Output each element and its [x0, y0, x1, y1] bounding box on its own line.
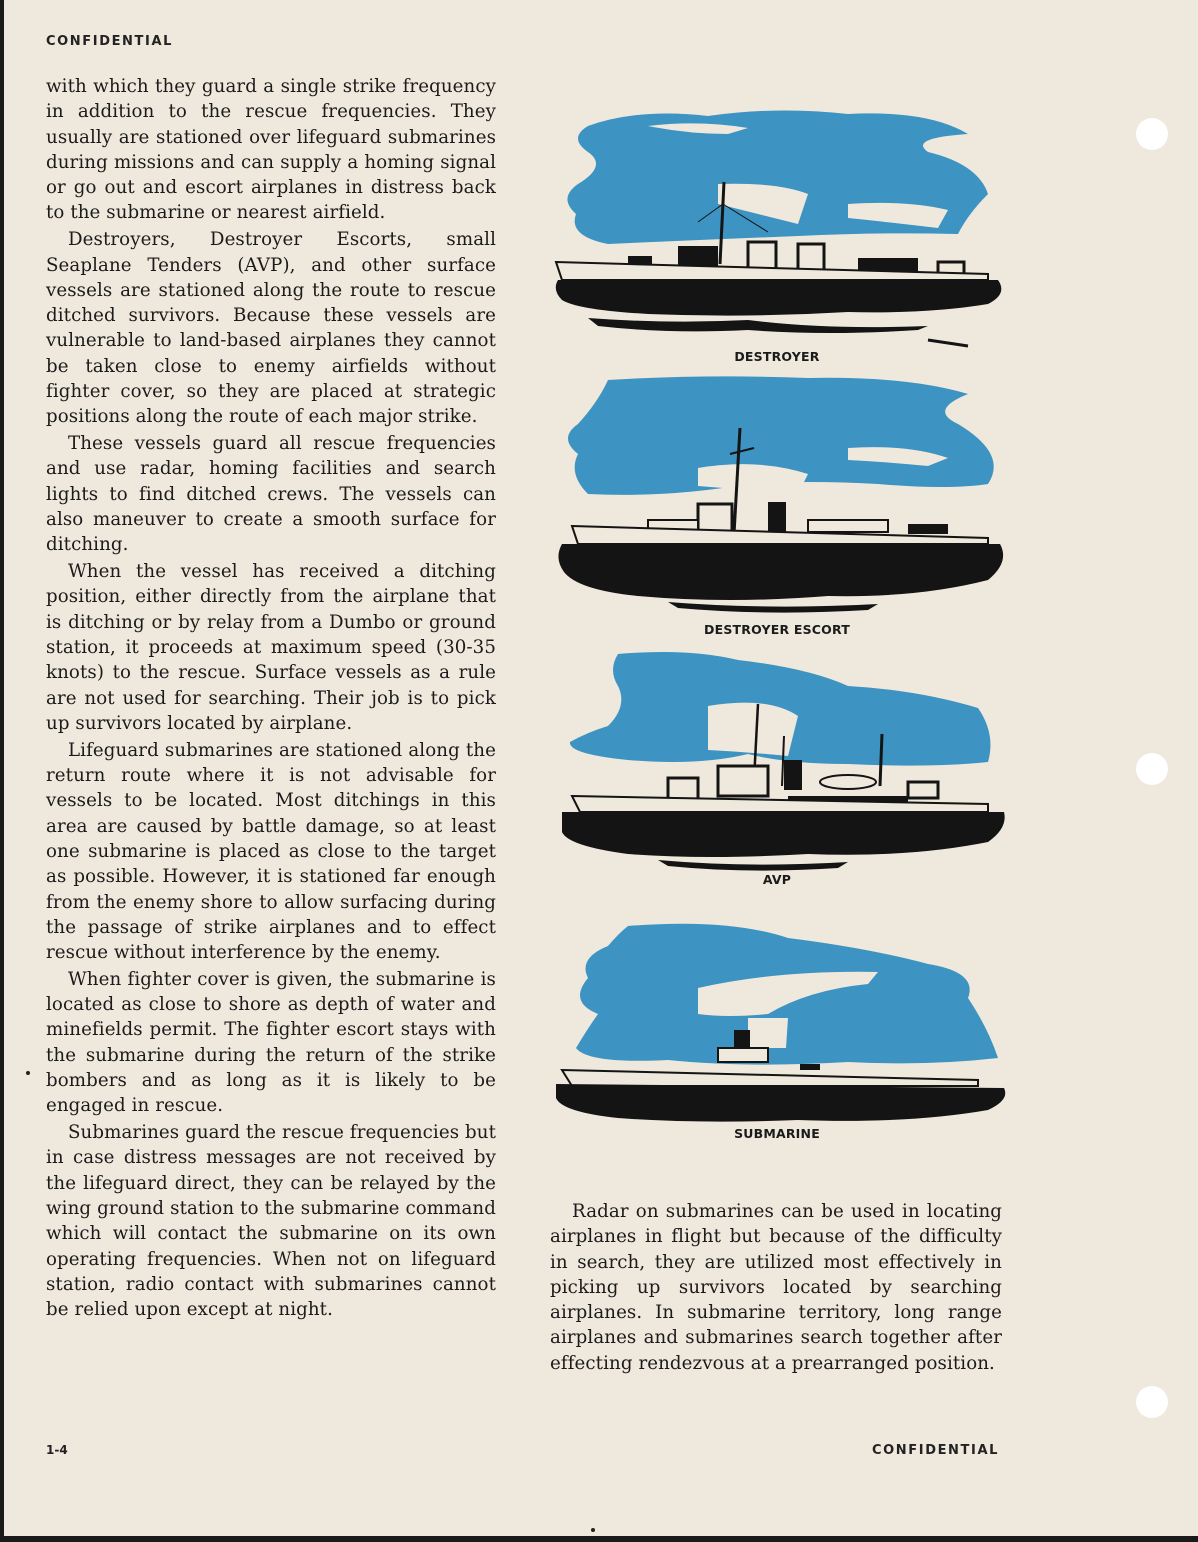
- punch-hole-top: [1136, 118, 1168, 150]
- figure-caption: SUBMARINE: [734, 1126, 820, 1141]
- figure-destroyer-escort: [548, 374, 1006, 637]
- punch-hole-middle: [1136, 753, 1168, 785]
- paragraph: When the vessel has received a ditching position, either directly from the airplane that is ditching or by relay from a Dumbo or ground station, it proceeds at maximum speed (30-35 knots) to the rescue. Surface vessels as a rule are not used for searching. Their job is to pick up survivors located by airplane.: [46, 561, 496, 734]
- seaplane-tender-icon: [548, 646, 1006, 872]
- paragraph: When fighter cover is given, the submarine is located as close to shore as depth of water and minefields permit. The fighter escort stays with the submarine during the return of the strike bombers and as long as it is likely to be engaged in rescue.: [46, 968, 496, 1117]
- destroyer-escort-icon: [548, 374, 1006, 622]
- stray-mark: [26, 1071, 30, 1075]
- punch-hole-bottom: [1136, 1386, 1168, 1418]
- paragraph: Radar on submarines can be used in locating airplanes in flight but because of the difficulty in search, they are utilized most effectively in picking up survivors located by searching airplanes. In submarine territory, long range airplanes and submarines search together after effecting rendezvous at a prearranged position.: [550, 1201, 1002, 1374]
- figure-caption: DESTROYER ESCORT: [704, 622, 850, 637]
- page-number: 1-4: [46, 1443, 68, 1457]
- figure-caption: AVP: [762, 872, 792, 887]
- destroyer-icon: [548, 104, 1006, 349]
- header-classification: CONFIDENTIAL: [46, 34, 173, 49]
- paragraph: with which they guard a single strike frequency in addition to the rescue frequencies. They usually are stationed over lifeguard submarines during missions and can supply a homing signal or go out and escort airplanes in distress back to the submarine or nearest airfield.: [46, 76, 496, 224]
- paragraph: These vessels guard all rescue frequencies and use radar, homing facilities and search lights to find ditched crews. The vessels can also maneuver to create a smooth surface for ditching.: [46, 433, 496, 556]
- left-text-column: [46, 74, 496, 1324]
- paragraph: Submarines guard the rescue frequencies but in case distress messages are not received by the lifeguard direct, they can be relayed by the wing ground station to the submarine command which will contact the submarine on its own operating frequencies. When not on lifeguard station, radio contact with submarines cannot be relied upon except at night.: [46, 1122, 496, 1321]
- paragraph: Destroyers, Destroyer Escorts, small Seaplane Tenders (AVP), and other surface vessels are stationed along the route to rescue ditched survivors. Because these vessels are vulnerable to land-based airplanes they cannot be taken close to enemy airfields without fighter cover, so they are placed at strategic positions along the route of each major strike.: [46, 229, 496, 428]
- figure-submarine: [548, 918, 1006, 1141]
- figure-avp: [548, 646, 1006, 887]
- paragraph: Lifeguard submarines are stationed along the return route where it is not advisable for vessels to be located. Most ditchings in this area are caused by battle damage, so at least one submarine is placed as close to the target as possible. However, it is stationed far enough from the enemy shore to allow surfacing during the passage of strike airplanes and to effect rescue without interference by the enemy.: [46, 739, 496, 964]
- stray-mark: [591, 1528, 595, 1532]
- figure-destroyer: [548, 104, 1006, 364]
- right-text-column: [550, 1199, 1002, 1378]
- submarine-icon: [548, 918, 1006, 1126]
- footer-classification: CONFIDENTIAL: [872, 1443, 999, 1458]
- page-edge-bottom: [0, 1536, 1198, 1542]
- page-edge-left: [0, 0, 4, 1542]
- figure-caption: DESTROYER: [734, 349, 820, 364]
